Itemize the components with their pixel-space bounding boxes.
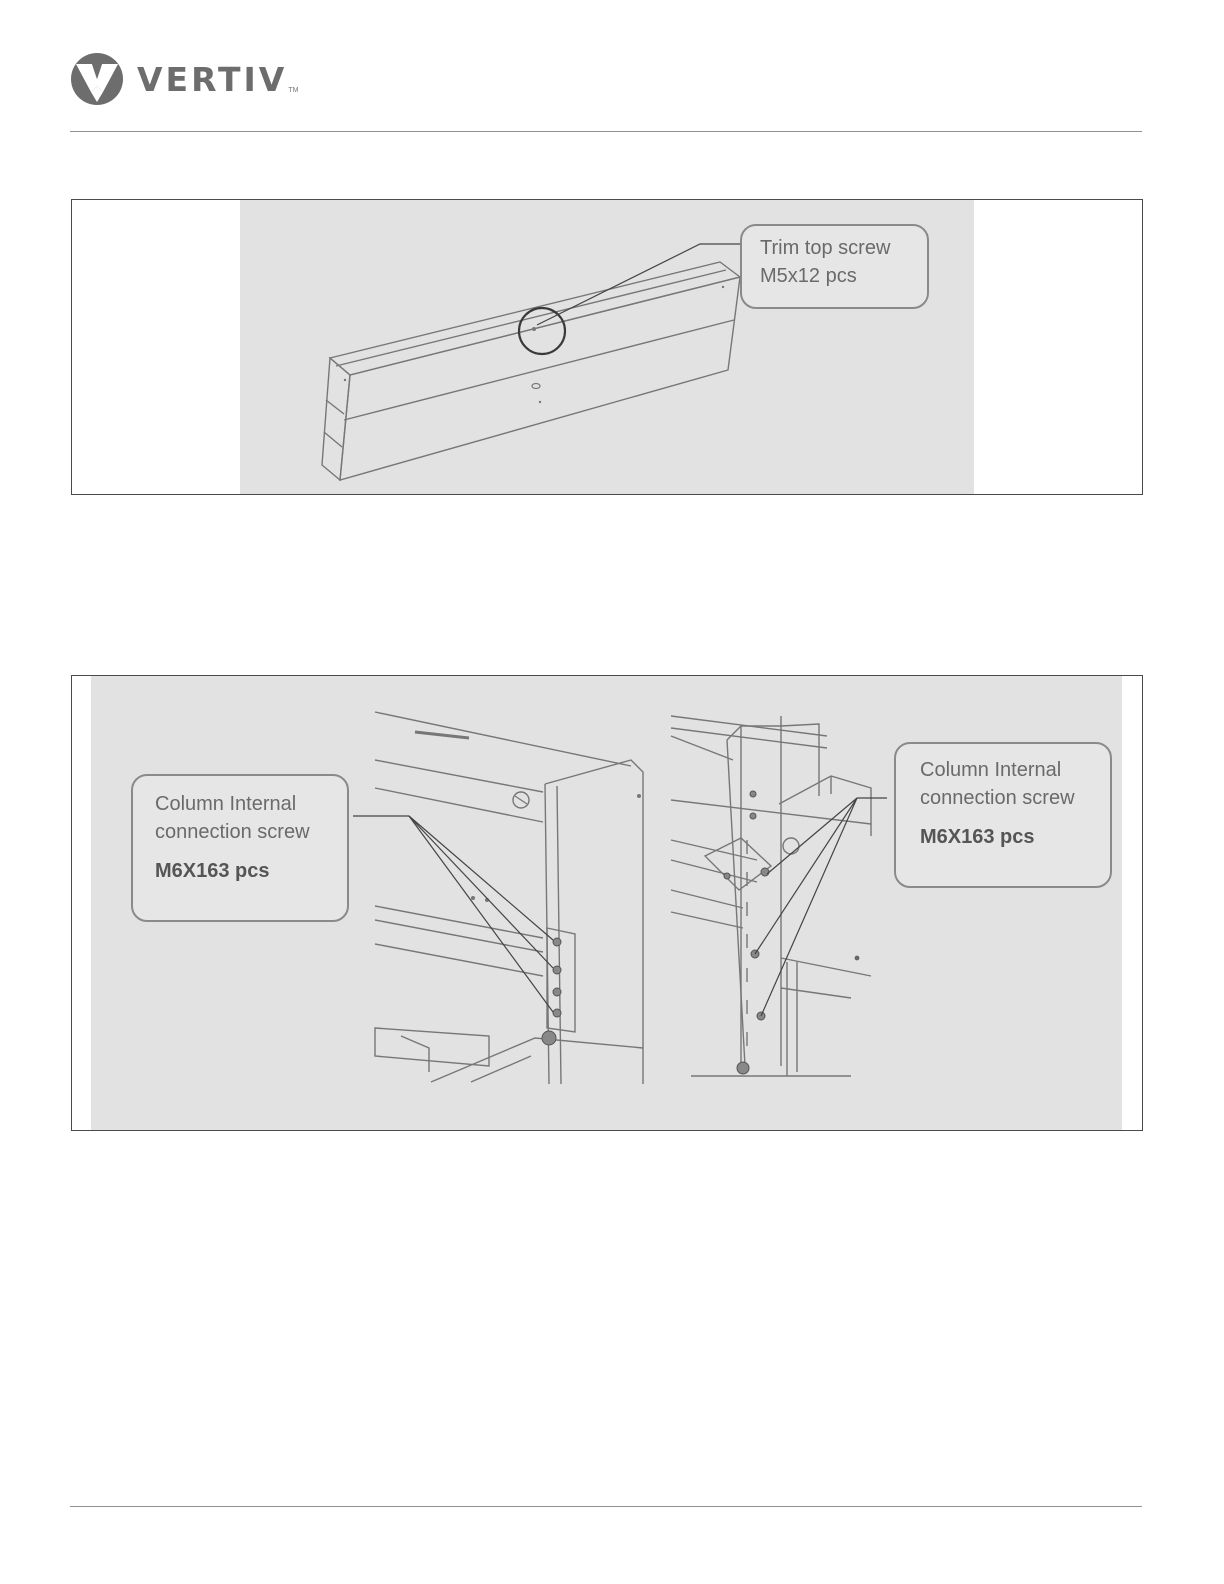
header-divider [70,131,1142,132]
callout-title-line2: connection screw [920,787,1075,809]
right-column-screw-callout [894,742,1112,888]
callout-title-line1: Column Internal [920,759,1062,781]
column-illustration [91,676,1122,1130]
callout-quantity: M5x12 pcs [760,265,857,287]
figure-trim-top-screw [71,199,1143,495]
callout-title-line1: Column Internal [155,793,297,815]
logo-trademark: TM [288,87,299,94]
trim-top-screw-callout [740,224,929,309]
trim-illustration [240,200,974,494]
callout-quantity: M6X163 pcs [155,860,270,882]
callout-title: Trim top screw [760,237,891,259]
left-column-screw-callout [131,774,349,922]
logo-text: VERTIV [137,59,288,99]
vertiv-logo [70,52,298,106]
figure-column-connection-screws [71,675,1143,1131]
vertiv-v-mark-icon [70,52,124,106]
callout-quantity: M6X163 pcs [920,826,1035,848]
footer-divider [70,1506,1142,1507]
callout-title-line2: connection screw [155,821,310,843]
